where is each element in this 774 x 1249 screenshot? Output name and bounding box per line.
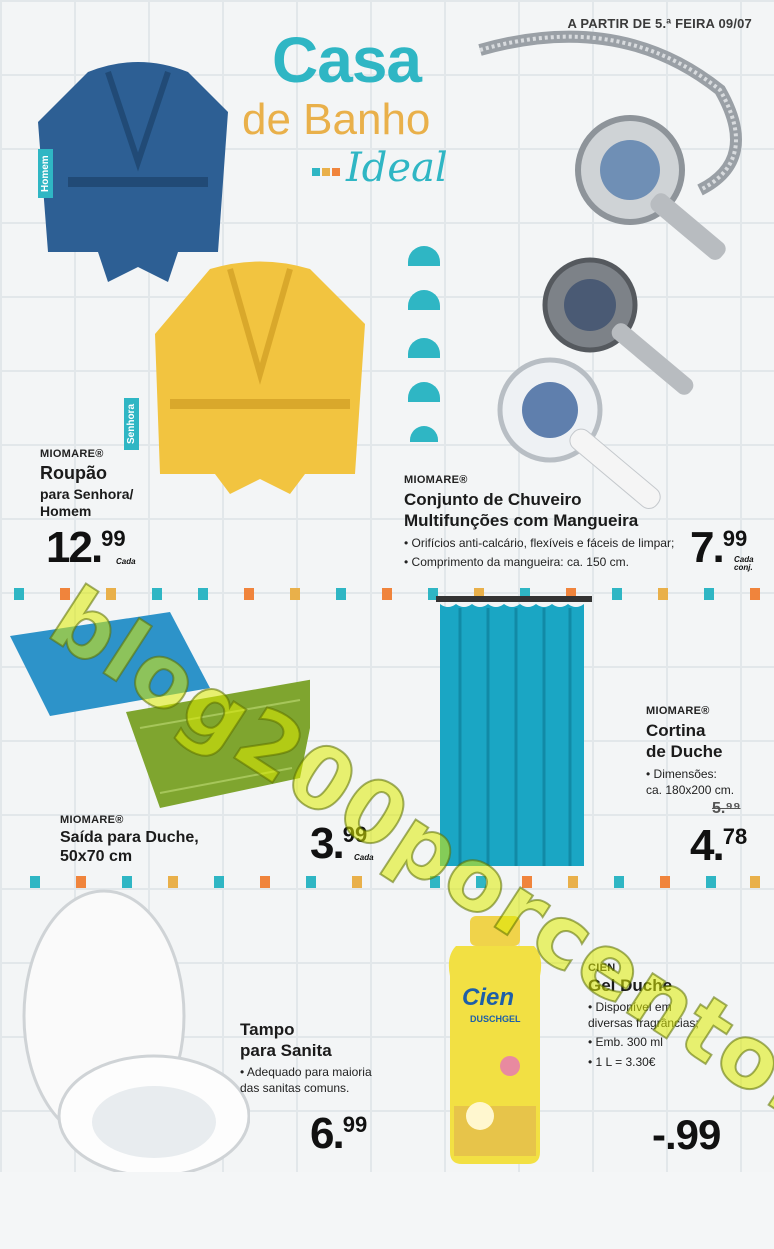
curtain-old-price: 5.⁹⁹ [712, 800, 741, 817]
shower-price-unit1: Cada [734, 555, 754, 564]
toilet-seat-name-line2: para Sanita [240, 1041, 332, 1060]
curtain-brand: MIOMARE® [646, 705, 710, 717]
shower-set-image [470, 20, 770, 520]
mat-name-line2: 50x70 cm [60, 848, 133, 865]
robe-sub2: Homem [40, 503, 92, 519]
shower-price-dec: 99 [722, 526, 748, 551]
shower-price [690, 523, 754, 572]
curtain-price-int: 4. [690, 821, 723, 870]
bottle-brand-text: Cien [462, 984, 515, 1011]
curtain-bullet-1: • Dimensões: [646, 767, 717, 781]
curtain-bullet-2: ca. 180x200 cm. [646, 783, 735, 798]
mat-name-line1: Saída para Duche, [60, 829, 199, 846]
yellow-robe-image [140, 254, 380, 494]
shower-bullet-2: • Comprimento da mangueira: ca. 150 cm. [404, 555, 629, 570]
robe-price-unit: Cada [116, 557, 136, 566]
robe-price-int: 12. [46, 523, 102, 572]
mat-brand: MIOMARE® [60, 814, 124, 826]
gel-bullet-3: • Emb. 300 ml [588, 1035, 663, 1050]
shower-name-line1: Conjunto de Chuveiro [404, 490, 582, 509]
robe-price [46, 523, 136, 572]
toilet-seat-price [310, 1109, 368, 1158]
curtain-price-dec: 78 [722, 824, 748, 849]
gel-bullet-1: • Disponível em [588, 1000, 672, 1014]
gel-bullet-2: diversas fragrâncias; [588, 1016, 699, 1031]
robe-price-dec: 99 [101, 526, 126, 551]
toilet-seat-bullet-2: das sanitas comuns. [240, 1081, 350, 1096]
shower-name-line2: Multifunções com Mangueira [404, 511, 639, 530]
page-title: Casa [272, 24, 421, 96]
bottle-label-text: DUSCHGEL [470, 1014, 521, 1024]
shower-bullet-1: • Orifícios anti-calcário, flexíveis e fáceis de limpar; [404, 536, 675, 550]
curtain-name-line1: Cortina [646, 721, 706, 740]
toilet-seat-price-int: 6. [310, 1109, 343, 1158]
offer-date: A PARTIR DE 5.ª FEIRA 09/07 [567, 16, 752, 31]
toilet-seat-price-dec: 99 [342, 1112, 368, 1137]
curtain-bullets [646, 766, 734, 798]
curtain-price [690, 821, 748, 870]
robe-sub1: para Senhora/ [40, 486, 134, 502]
men-tag: Homem [38, 149, 53, 198]
mat-price-dec: 99 [342, 822, 368, 847]
curtain-name-line2: de Duche [646, 742, 723, 761]
shower-bullets [404, 535, 684, 570]
page-title-line3: Ideal [346, 145, 448, 191]
mat-price-unit: Cada [354, 853, 374, 862]
robe-name: Roupão [40, 463, 107, 483]
shower-price-unit2: conj. [734, 563, 753, 572]
blue-robe-image [28, 52, 248, 282]
shower-price-int: 7. [690, 523, 723, 572]
mat-price-int: 3. [310, 819, 343, 868]
toilet-seat-bullets [240, 1064, 372, 1096]
toilet-seat-image [14, 886, 250, 1172]
women-tag: Senhora [124, 398, 139, 450]
robe-brand: MIOMARE® [40, 448, 104, 460]
page-title-line2: de Banho [242, 95, 431, 144]
gel-bullet-4: • 1 L = 3.30€ [588, 1054, 656, 1069]
toilet-seat-name-line1: Tampo [240, 1020, 295, 1039]
gel-price: -.99 [652, 1111, 721, 1158]
gel-name: Gel Duche [588, 976, 673, 995]
toilet-seat-bullet-1: • Adequado para maioria [240, 1065, 372, 1079]
shower-brand: MIOMARE® [404, 474, 468, 486]
gel-brand: CIEN [588, 962, 616, 974]
